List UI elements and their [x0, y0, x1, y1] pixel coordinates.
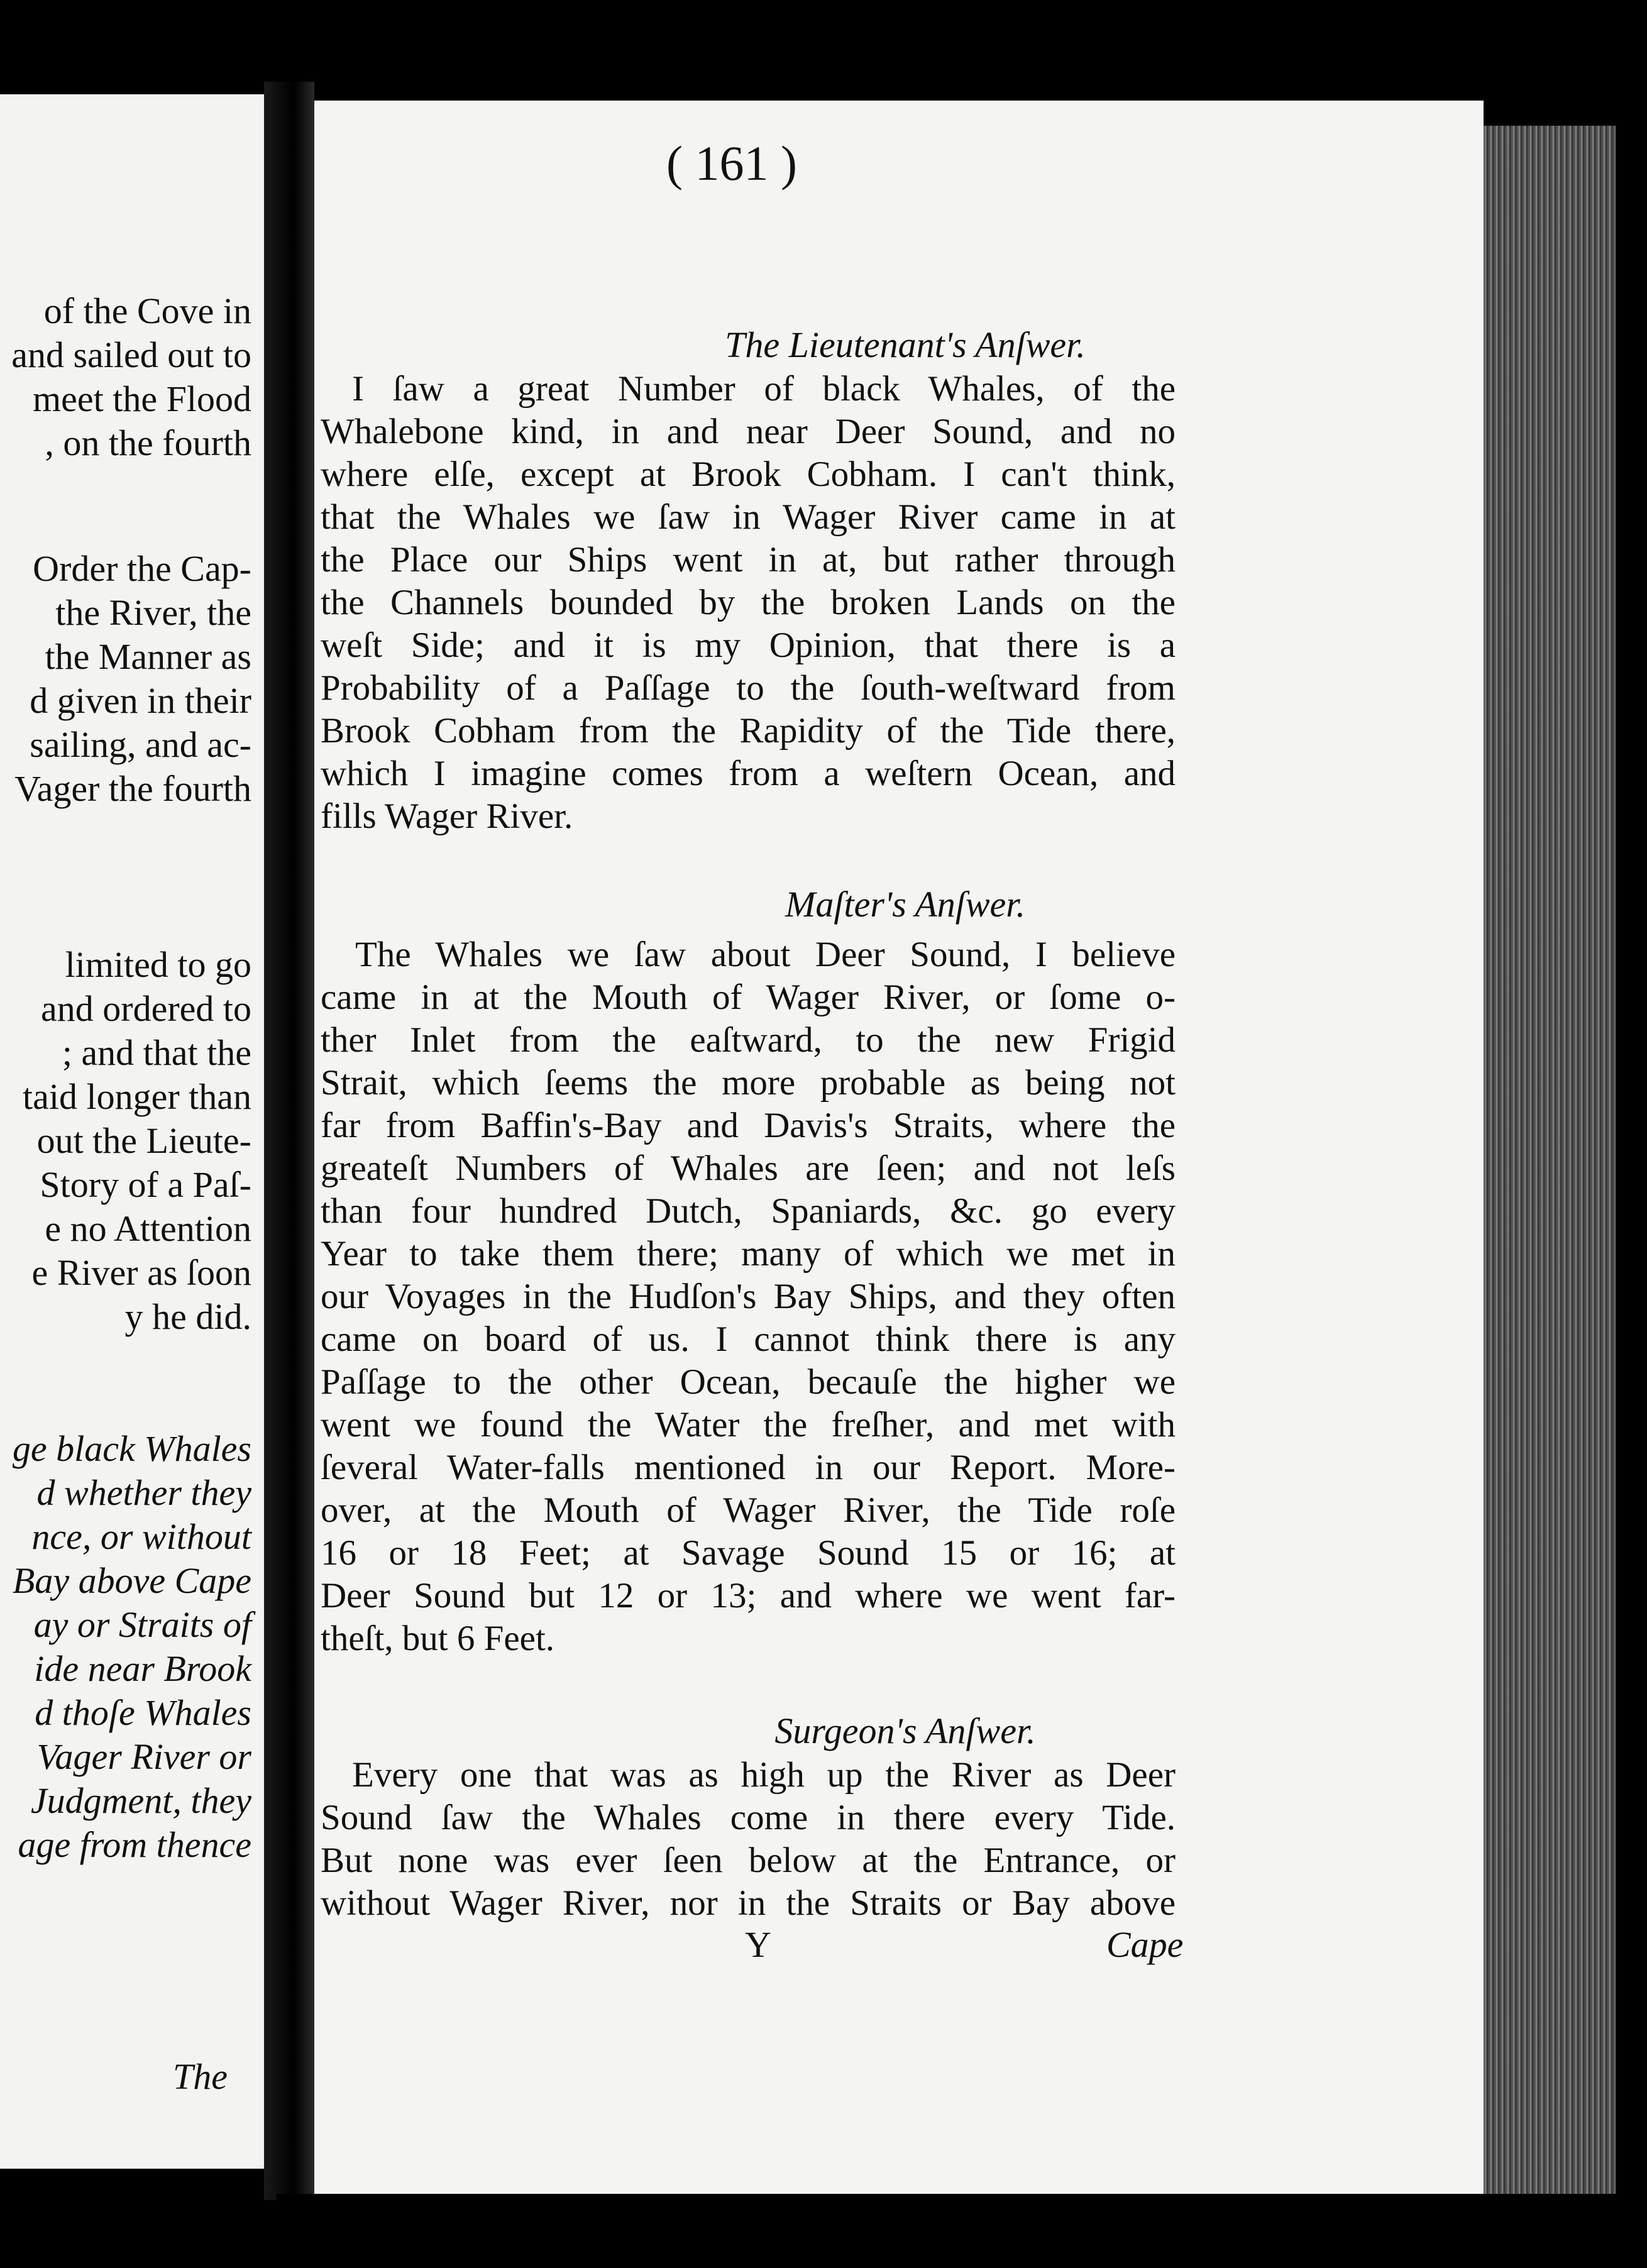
left-page	[0, 94, 264, 2169]
body-line: the Place our Ships went in at, but rather through	[321, 540, 1176, 580]
body-line: without Wager River, nor in the Straits or Bay above	[321, 1883, 1176, 1923]
body-line: ther Inlet from the eaſtward, to the new Frigid	[321, 1020, 1176, 1060]
left-page-line: ge black Whales	[12, 1428, 251, 1469]
body-line: theſt, but 6 Feet.	[321, 1619, 555, 1658]
left-page-line: of the Cove in	[43, 290, 251, 331]
body-line: Year to take them there; many of which we met in	[321, 1234, 1176, 1274]
left-page-line: the Manner as	[45, 636, 251, 677]
left-page-line: out the Lieute-	[36, 1120, 251, 1161]
body-line: Probability of a Paſſage to the ſouth-weſtward from	[321, 668, 1176, 708]
body-line: the Channels bounded by the broken Lands on the	[321, 583, 1176, 622]
left-page-line: Order the Cap-	[33, 548, 251, 589]
body-line: weſt Side; and it is my Opinion, that there is a	[321, 625, 1176, 665]
section-heading: The Lieutenant's Anſwer.	[725, 324, 1086, 365]
body-line: came on board of us. I cannot think there is any	[321, 1319, 1176, 1359]
left-page-line: and ordered to	[41, 988, 251, 1029]
body-line: Strait, which ſeems the more probable as being not	[321, 1063, 1176, 1103]
page-number: ( 161 )	[666, 136, 797, 190]
body-line: Deer Sound but 12 or 13; and where we went far-	[321, 1576, 1176, 1616]
left-page-line: d given in their	[30, 680, 251, 721]
left-page-line: d whether they	[36, 1472, 251, 1513]
body-line: than four hundred Dutch, Spaniards, &c. go every	[321, 1191, 1176, 1231]
body-line: Brook Cobham from the Rapidity of the Tide there,	[321, 711, 1176, 751]
body-line: came in at the Mouth of Wager River, or ſome o-	[321, 977, 1176, 1017]
body-line: fills Wager River.	[321, 796, 573, 836]
body-line: far from Baffin's-Bay and Davis's Straits, where the	[321, 1106, 1176, 1145]
left-page-line: ay or Straits of	[33, 1604, 251, 1645]
left-page-line: e River as ſoon	[31, 1252, 251, 1293]
left-page-line: ide near Brook	[34, 1648, 251, 1689]
left-page-line: Judgment, they	[30, 1780, 251, 1821]
body-line: Paſſage to the other Ocean, becauſe the higher we	[321, 1362, 1176, 1402]
body-line: But none was ever ſeen below at the Entrance, or	[321, 1841, 1176, 1880]
left-page-line: taid longer than	[22, 1076, 251, 1117]
body-line: The Whales we ſaw about Deer Sound, I believe	[355, 935, 1176, 974]
signature-mark: Y	[745, 1924, 771, 1965]
page-edges	[1484, 126, 1616, 2200]
left-page-catchword: The	[173, 2056, 228, 2097]
body-line: Every one that was as high up the River as Deer	[352, 1755, 1176, 1795]
body-line: that the Whales we ſaw in Wager River came in at	[321, 497, 1176, 537]
body-line: went we found the Water the freſher, and met with	[321, 1405, 1176, 1445]
left-page-line: ; and that the	[62, 1032, 251, 1073]
left-page-line: age from thence	[18, 1824, 251, 1865]
left-page-line: sailing, and ac-	[30, 724, 251, 765]
left-page-line: y he did.	[124, 1296, 251, 1337]
body-line: which I imagine comes from a weſtern Ocean, and	[321, 754, 1176, 793]
body-line: Whalebone kind, in and near Deer Sound, and no	[321, 412, 1176, 451]
body-line: 16 or 18 Feet; at Savage Sound 15 or 16; at	[321, 1533, 1176, 1573]
catchword: Cape	[1106, 1924, 1184, 1965]
left-page-line: nce, or without	[31, 1516, 251, 1557]
left-page-line: e no Attention	[45, 1208, 251, 1249]
left-page-line: limited to go	[65, 944, 251, 985]
left-page-line: Bay above Cape	[12, 1560, 251, 1601]
book-gutter	[264, 82, 314, 2200]
left-page-line: the River, the	[55, 592, 251, 633]
left-page-line: Story of a Paſ-	[40, 1164, 251, 1205]
body-line: over, at the Mouth of Wager River, the Tide roſe	[321, 1490, 1176, 1530]
left-page-line: Vager River or	[36, 1736, 251, 1777]
body-line: Sound ſaw the Whales come in there every Tide.	[321, 1798, 1176, 1837]
body-line: our Voyages in the Hudſon's Bay Ships, and they often	[321, 1277, 1176, 1316]
left-page-line: d thoſe Whales	[35, 1692, 251, 1733]
bottom-shadow	[277, 2194, 1634, 2268]
body-line: where elſe, except at Brook Cobham. I can't think,	[321, 454, 1176, 494]
body-line: ſeveral Water-falls mentioned in our Report. More-	[321, 1448, 1176, 1487]
left-page-line: meet the Flood	[33, 378, 251, 419]
left-page-line: Vager the fourth	[14, 768, 251, 809]
left-page-line: , on the fourth	[45, 422, 251, 463]
body-line: greateſt Numbers of Whales are ſeen; and not leſs	[321, 1148, 1176, 1188]
section-heading: Maſter's Anſwer.	[785, 884, 1025, 925]
left-page-line: and sailed out to	[11, 334, 251, 375]
section-heading: Surgeon's Anſwer.	[774, 1710, 1036, 1751]
body-line: I ſaw a great Number of black Whales, of the	[352, 369, 1176, 409]
